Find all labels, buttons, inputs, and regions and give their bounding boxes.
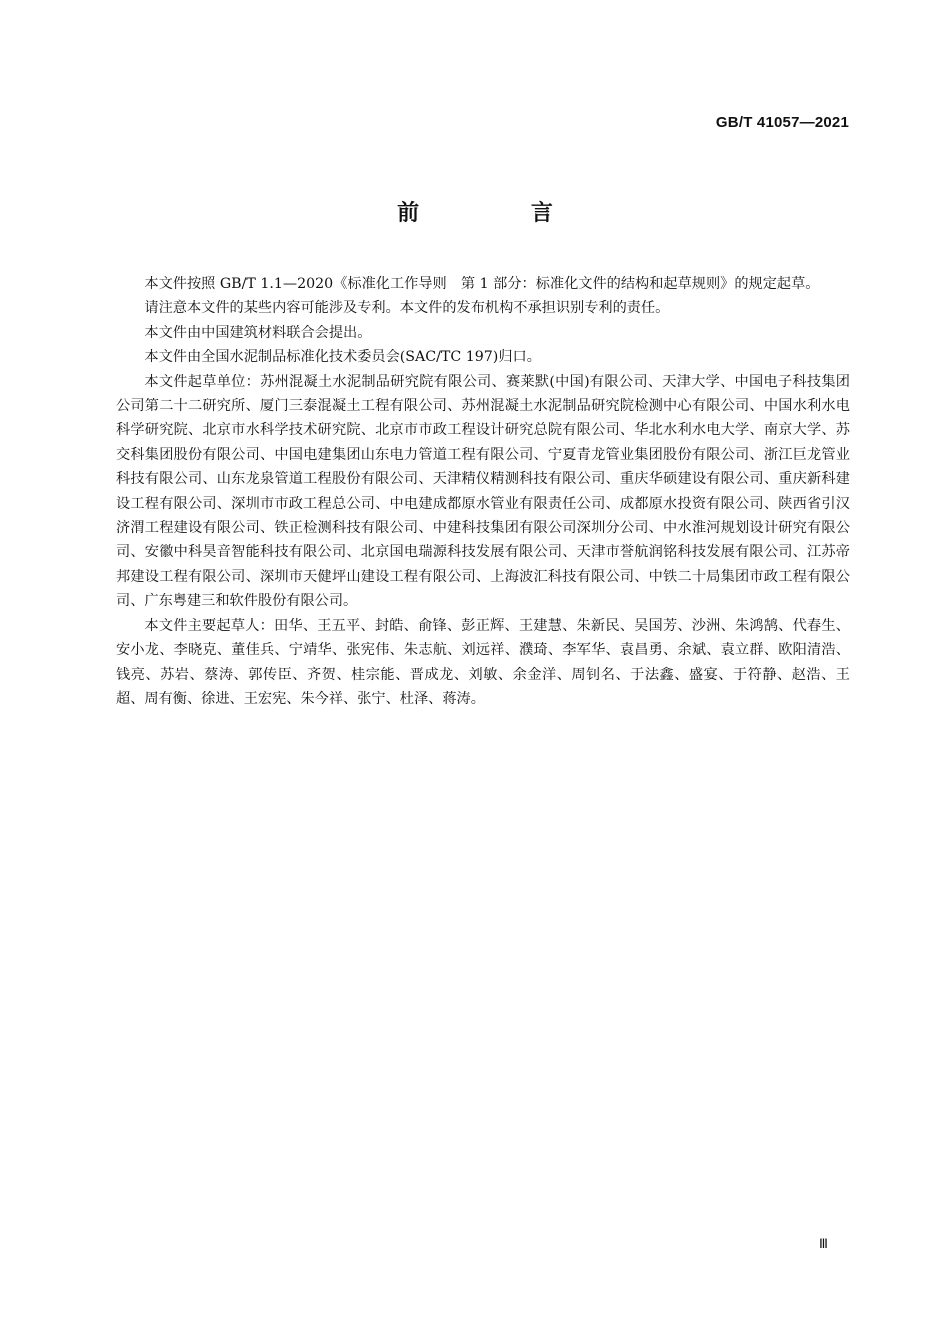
- paragraph-drafting-units: 本文件起草单位：苏州混凝土水泥制品研究院有限公司、赛莱默(中国)有限公司、天津大学、中国电子科技集团公司第二十二研究所、厦门三泰混凝土工程有限公司、苏州混凝土水泥制品研究院检测中心有限公司、中国水利水电科学研究院、北京市水科学技术研究院、北京市市政工程设计研究总院有限公司、华北水利水电大学、南京大学、苏交科集团股份有限公司、中国电建集团山东电力管道工程有限公司、宁夏青龙管业集团股份有限公司、浙江巨龙管业科技有限公司、山东龙泉管道工程股份有限公司、天津精仪精测科技有限公司、重庆华硕建设有限公司、重庆新科建设工程有限公司、深圳市市政工程总公司、中电建成都原水管业有限责任公司、成都原水投资有限公司、陕西省引汉济渭工程建设有限公司、铁正检测科技有限公司、中建科技集团有限公司深圳分公司、中水淮河规划设计研究有限公司、安徽中科昊音智能科技有限公司、北京国电瑞源科技发展有限公司、天津市誉航润铭科技发展有限公司、江苏帝邦建设工程有限公司、深圳市天健坪山建设工程有限公司、上海波汇科技有限公司、中铁二十局集团市政工程有限公司、广东粤建三和软件股份有限公司。: [116, 373, 850, 610]
- page-number: Ⅲ: [819, 1236, 828, 1251]
- standard-code: GB/T 41057—2021: [715, 114, 849, 131]
- preface-body: [116, 272, 850, 711]
- paragraph-administrator: 本文件由全国水泥制品标准化技术委员会(SAC/TC 197)归口。: [144, 349, 541, 366]
- paragraph-drafters: 本文件主要起草人：田华、王五平、封皓、俞锋、彭正辉、王建慧、朱新民、吴国芳、沙洲、朱鸿鹄、代春生、安小龙、李晓克、董佳兵、宁靖华、张宪伟、朱志航、刘远祥、濮琦、李军华、袁昌勇、余斌、袁立群、欧阳清浩、钱亮、苏岩、蔡涛、郭传臣、齐贺、桂宗能、晋成龙、刘敏、余金洋、周钊名、于法鑫、盛宴、于符静、赵浩、王超、周有衡、徐进、王宏宪、朱今祥、张宁、杜泽、蒋涛。: [116, 617, 850, 707]
- paragraph-proposer: 本文件由中国建筑材料联合会提出。: [144, 324, 372, 341]
- paragraph-patent-notice: 请注意本文件的某些内容可能涉及专利。本文件的发布机构不承担识别专利的责任。: [144, 300, 670, 317]
- page-title: 前 言: [397, 201, 605, 226]
- paragraph-drafting-rules: 本文件按照 GB/T 1.1—2020《标准化工作导则 第 1 部分：标准化文件的结构和起草规则》的规定起草。: [144, 276, 820, 292]
